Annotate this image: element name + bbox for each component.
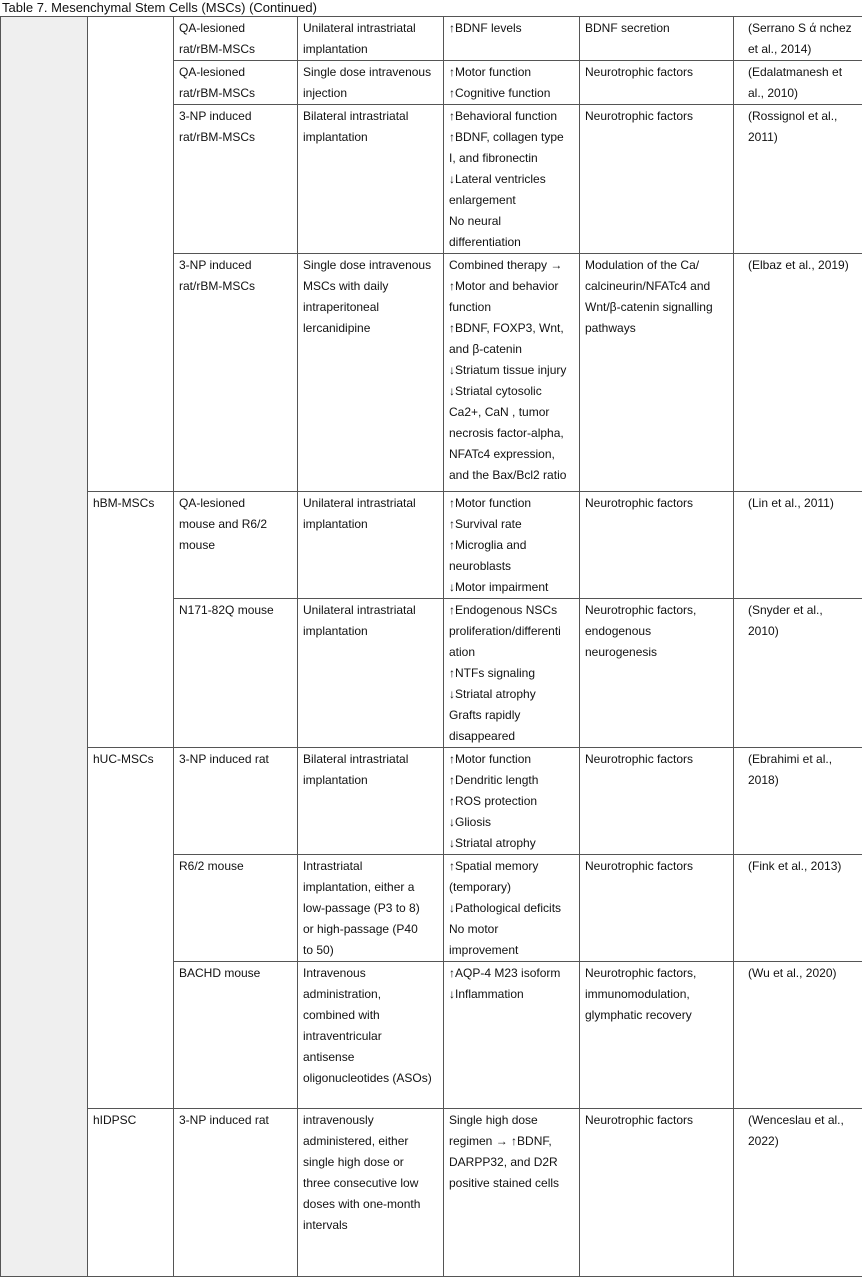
cell-line: ↓Inflammation [449,984,575,1005]
cell-line: calcineurin/NFATc4 and [585,276,729,297]
cell-line: 3-NP induced rat [179,749,293,770]
cell-line: Neurotrophic factors, [585,963,729,984]
outcome-cell [444,1109,580,1277]
cell-line: implantation [303,39,439,60]
cell-line: 2022) [748,1131,858,1152]
model-cell [174,748,298,855]
cell-line: (Fink et al., 2013) [748,856,858,877]
cell-line: regimen → ↑BDNF, [449,1131,575,1152]
reference-cell [734,962,862,1109]
cell-line: ↑ROS protection [449,791,575,812]
cell-line: Neurotrophic factors [585,106,729,127]
cell-line: differentiation [449,232,575,253]
mechanism-cell [580,748,734,855]
cell-line: ↓Striatal atrophy [449,833,575,854]
cell-line: and β-catenin [449,339,575,360]
mechanism-cell [580,962,734,1109]
reference-cell [734,254,862,492]
reference-cell [734,61,862,105]
cell-line: rat/rBM-MSCs [179,276,293,297]
reference-cell [734,105,862,254]
cell-line: (Wenceslau et al., [748,1110,858,1131]
cell-line: (Edalatmanesh et [748,62,858,83]
model-cell [174,492,298,599]
cell-line: intravenously [303,1110,439,1131]
cell-line: ↑Microglia and [449,535,575,556]
cell-line: Grafts rapidly [449,705,575,726]
model-cell [174,105,298,254]
cell-line: rat/rBM-MSCs [179,83,293,104]
administration-cell [298,1109,444,1277]
cell-line: (Ebrahimi et al., [748,749,858,770]
cell-line: intraventricular [303,1026,439,1047]
cell-line: rat/rBM-MSCs [179,39,293,60]
table-row [1,17,862,61]
mechanism-cell [580,855,734,962]
cell-line: (Wu et al., 2020) [748,963,858,984]
cell-line: N171-82Q mouse [179,600,293,621]
cell-line: Intrastriatal [303,856,439,877]
cell-line: (Snyder et al., [748,600,858,621]
cell-line: combined with [303,1005,439,1026]
administration-cell [298,962,444,1109]
reference-cell [734,855,862,962]
model-cell [174,599,298,748]
cell-line: No neural [449,211,575,232]
cell-line: ↓Lateral ventricles [449,169,575,190]
cell-line: ↑BDNF, collagen type [449,127,575,148]
cell-line: Neurotrophic factors, [585,600,729,621]
cell-line: I, and fibronectin [449,148,575,169]
table-row [1,748,862,855]
cell-line: R6/2 mouse [179,856,293,877]
cell-line: and the Bax/Bcl2 ratio [449,465,575,486]
cell-line: lercanidipine [303,318,439,339]
cell-line: Neurotrophic factors [585,749,729,770]
administration-cell [298,855,444,962]
cell-line: doses with one-month [303,1194,439,1215]
outcome-cell [444,61,580,105]
cell-line: ↑BDNF, FOXP3, Wnt, [449,318,575,339]
cell-line: Ca2+, CaN , tumor [449,402,575,423]
cell-line: QA-lesioned [179,18,293,39]
cell-line: intervals [303,1215,439,1236]
reference-cell [734,492,862,599]
cell-line: ↓Pathological deficits [449,898,575,919]
cell-line: BACHD mouse [179,963,293,984]
cell-line: implantation [303,770,439,791]
cell-line: implantation [303,127,439,148]
model-cell [174,17,298,61]
administration-cell [298,492,444,599]
cell-line: ↑Motor function [449,749,575,770]
administration-cell [298,17,444,61]
mechanism-cell [580,17,734,61]
cell-line: antisense [303,1047,439,1068]
cell-line: 2010) [748,621,858,642]
cell-line: (Serrano S ά nchez [748,18,858,39]
cell-line: ↓Striatum tissue injury [449,360,575,381]
cell-line: DARPP32, and D2R [449,1152,575,1173]
cell-line: ↑NTFs signaling [449,663,575,684]
cell-line: immunomodulation, [585,984,729,1005]
administration-cell [298,61,444,105]
cell-line: Neurotrophic factors [585,62,729,83]
cell-line: disappeared [449,726,575,747]
cell-line: mouse [179,535,293,556]
cell-line: Single dose intravenous [303,255,439,276]
cell-line: Neurotrophic factors [585,1110,729,1131]
administration-cell [298,599,444,748]
cell-line: ↑AQP-4 M23 isoform [449,963,575,984]
cell-line: implantation [303,621,439,642]
cell-line: ↓Gliosis [449,812,575,833]
cell-line: QA-lesioned [179,493,293,514]
cell-line: administration, [303,984,439,1005]
cell-line: ↑Motor function [449,493,575,514]
cell-type-cell: hUC-MSCs [88,748,174,1109]
cell-line: rat/rBM-MSCs [179,127,293,148]
cell-line: Unilateral intrastriatal [303,493,439,514]
reference-cell [734,599,862,748]
msc-table [0,16,862,1277]
cell-line: ↑Cognitive function [449,83,575,104]
cell-line: ↑Behavioral function [449,106,575,127]
cell-line: 3-NP induced [179,255,293,276]
cell-line: Single dose intravenous [303,62,439,83]
cell-line: 3-NP induced [179,106,293,127]
cell-line: Bilateral intrastriatal [303,106,439,127]
cell-line: BDNF secretion [585,18,729,39]
cell-line: three consecutive low [303,1173,439,1194]
cell-line: ↓Striatal cytosolic [449,381,575,402]
cell-line: Intravenous [303,963,439,984]
cell-line: ↑Motor and behavior [449,276,575,297]
cell-type-cell: hIDPSC [88,1109,174,1277]
cell-line: injection [303,83,439,104]
cell-line: improvement [449,940,575,961]
cell-line: Combined therapy → [449,255,575,276]
mechanism-cell [580,1109,734,1277]
cell-line: ation [449,642,575,663]
cell-line: neurogenesis [585,642,729,663]
cell-line: necrosis factor-alpha, [449,423,575,444]
cell-line: Single high dose [449,1110,575,1131]
cell-line: ↑Spatial memory [449,856,575,877]
mechanism-cell [580,492,734,599]
cell-line: Bilateral intrastriatal [303,749,439,770]
table-row [1,492,862,599]
cell-line: positive stained cells [449,1173,575,1194]
cell-line: implantation [303,514,439,535]
cell-line: ↑Survival rate [449,514,575,535]
outcome-cell [444,105,580,254]
cell-line: al., 2010) [748,83,858,104]
cell-line: ↓Striatal atrophy [449,684,575,705]
cell-line: No motor [449,919,575,940]
administration-cell [298,748,444,855]
model-cell [174,855,298,962]
cell-line: ↓Motor impairment [449,577,575,598]
reference-cell [734,748,862,855]
cell-line: ↑Endogenous NSCs [449,600,575,621]
cell-line: proliferation/differenti [449,621,575,642]
mechanism-cell [580,61,734,105]
cell-line: single high dose or [303,1152,439,1173]
administration-cell [298,254,444,492]
cell-line: Unilateral intrastriatal [303,600,439,621]
model-cell [174,254,298,492]
cell-line: oligonucleotides (ASOs) [303,1068,439,1089]
category-column-cell [1,17,88,1277]
cell-line: 3-NP induced rat [179,1110,293,1131]
cell-line: Modulation of the Ca/ [585,255,729,276]
cell-line: neuroblasts [449,556,575,577]
cell-line: ↑Dendritic length [449,770,575,791]
outcome-cell [444,962,580,1109]
cell-line: Neurotrophic factors [585,856,729,877]
cell-line: ↑Motor function [449,62,575,83]
table-row [1,1109,862,1277]
cell-type-cell [88,17,174,492]
mechanism-cell [580,105,734,254]
cell-line: (temporary) [449,877,575,898]
cell-line: 2018) [748,770,858,791]
cell-line: Neurotrophic factors [585,493,729,514]
cell-line: implantation, either a [303,877,439,898]
cell-line: Wnt/β-catenin signalling [585,297,729,318]
cell-line: intraperitoneal [303,297,439,318]
cell-line: NFATc4 expression, [449,444,575,465]
table-caption: Table 7. Mesenchymal Stem Cells (MSCs) (Continued) [2,0,317,16]
cell-line: QA-lesioned [179,62,293,83]
cell-line: to 50) [303,940,439,961]
mechanism-cell [580,599,734,748]
cell-line: enlargement [449,190,575,211]
reference-cell [734,1109,862,1277]
model-cell [174,1109,298,1277]
cell-line: (Lin et al., 2011) [748,493,858,514]
cell-line: ↑BDNF levels [449,18,575,39]
cell-line: mouse and R6/2 [179,514,293,535]
model-cell [174,962,298,1109]
cell-type-cell: hBM-MSCs [88,492,174,748]
outcome-cell [444,599,580,748]
outcome-cell [444,748,580,855]
cell-line: Unilateral intrastriatal [303,18,439,39]
administration-cell [298,105,444,254]
model-cell [174,61,298,105]
cell-line: glymphatic recovery [585,1005,729,1026]
outcome-cell [444,855,580,962]
cell-line: pathways [585,318,729,339]
outcome-cell [444,17,580,61]
cell-line: low-passage (P3 to 8) [303,898,439,919]
outcome-cell [444,254,580,492]
cell-line: administered, either [303,1131,439,1152]
mechanism-cell [580,254,734,492]
outcome-cell [444,492,580,599]
cell-line: (Elbaz et al., 2019) [748,255,858,276]
table-body [1,17,862,1277]
cell-line: (Rossignol et al., [748,106,858,127]
cell-line: endogenous [585,621,729,642]
cell-line: or high-passage (P40 [303,919,439,940]
cell-line: 2011) [748,127,858,148]
reference-cell [734,17,862,61]
cell-line: function [449,297,575,318]
cell-line: MSCs with daily [303,276,439,297]
cell-line: et al., 2014) [748,39,858,60]
